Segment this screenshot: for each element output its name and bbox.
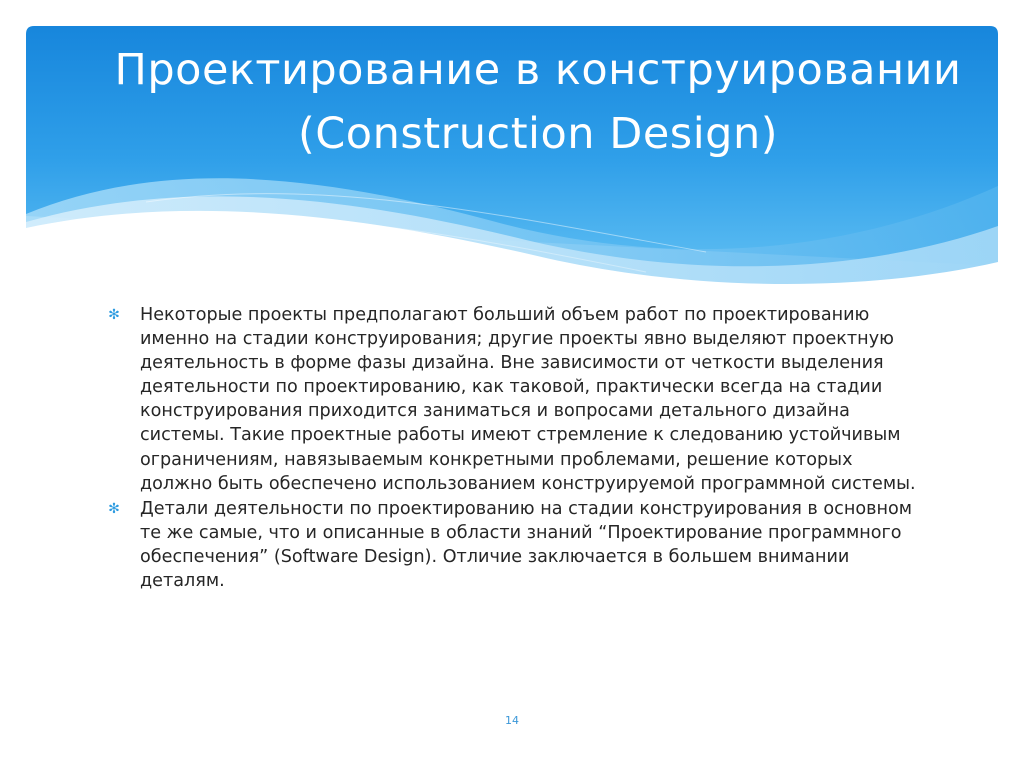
asterisk-bullet-icon: ✻ — [108, 500, 120, 517]
bullet-text-1: Некоторые проекты предполагают больший объем работ по проектированию именно на стадии конструирования; другие проекты явно выделяют проектную деятельность в форме фазы дизайна. Вне зависимости от четкости выделения деятельности по проектированию, как таковой, практически всегда на стадии конструирования приходится заниматься и вопросами детального дизайна системы. Такие проектные работы имеют стремление к следованию устойчивым ограничениям, навязываемым конкретными проблемами, решение которых должно быть обеспечено использованием конструируемой программной системы. — [140, 305, 916, 494]
slide-title: Проектирование в конструировании (Construction Design) — [114, 45, 962, 159]
bullet-item-1 — [106, 303, 926, 496]
bullet-list — [106, 303, 926, 594]
title-banner — [26, 26, 998, 306]
bullet-text-2: Детали деятельности по проектированию на стадии конструирования в основном те же самые, что и описанные в области знаний “Проектирование программного обеспечения” (Software Design). Отличие заключается в большем внимании деталям. — [140, 498, 913, 592]
bullet-item-2 — [106, 497, 926, 593]
asterisk-bullet-icon: ✻ — [108, 307, 120, 323]
page-number: 14 — [505, 714, 519, 727]
